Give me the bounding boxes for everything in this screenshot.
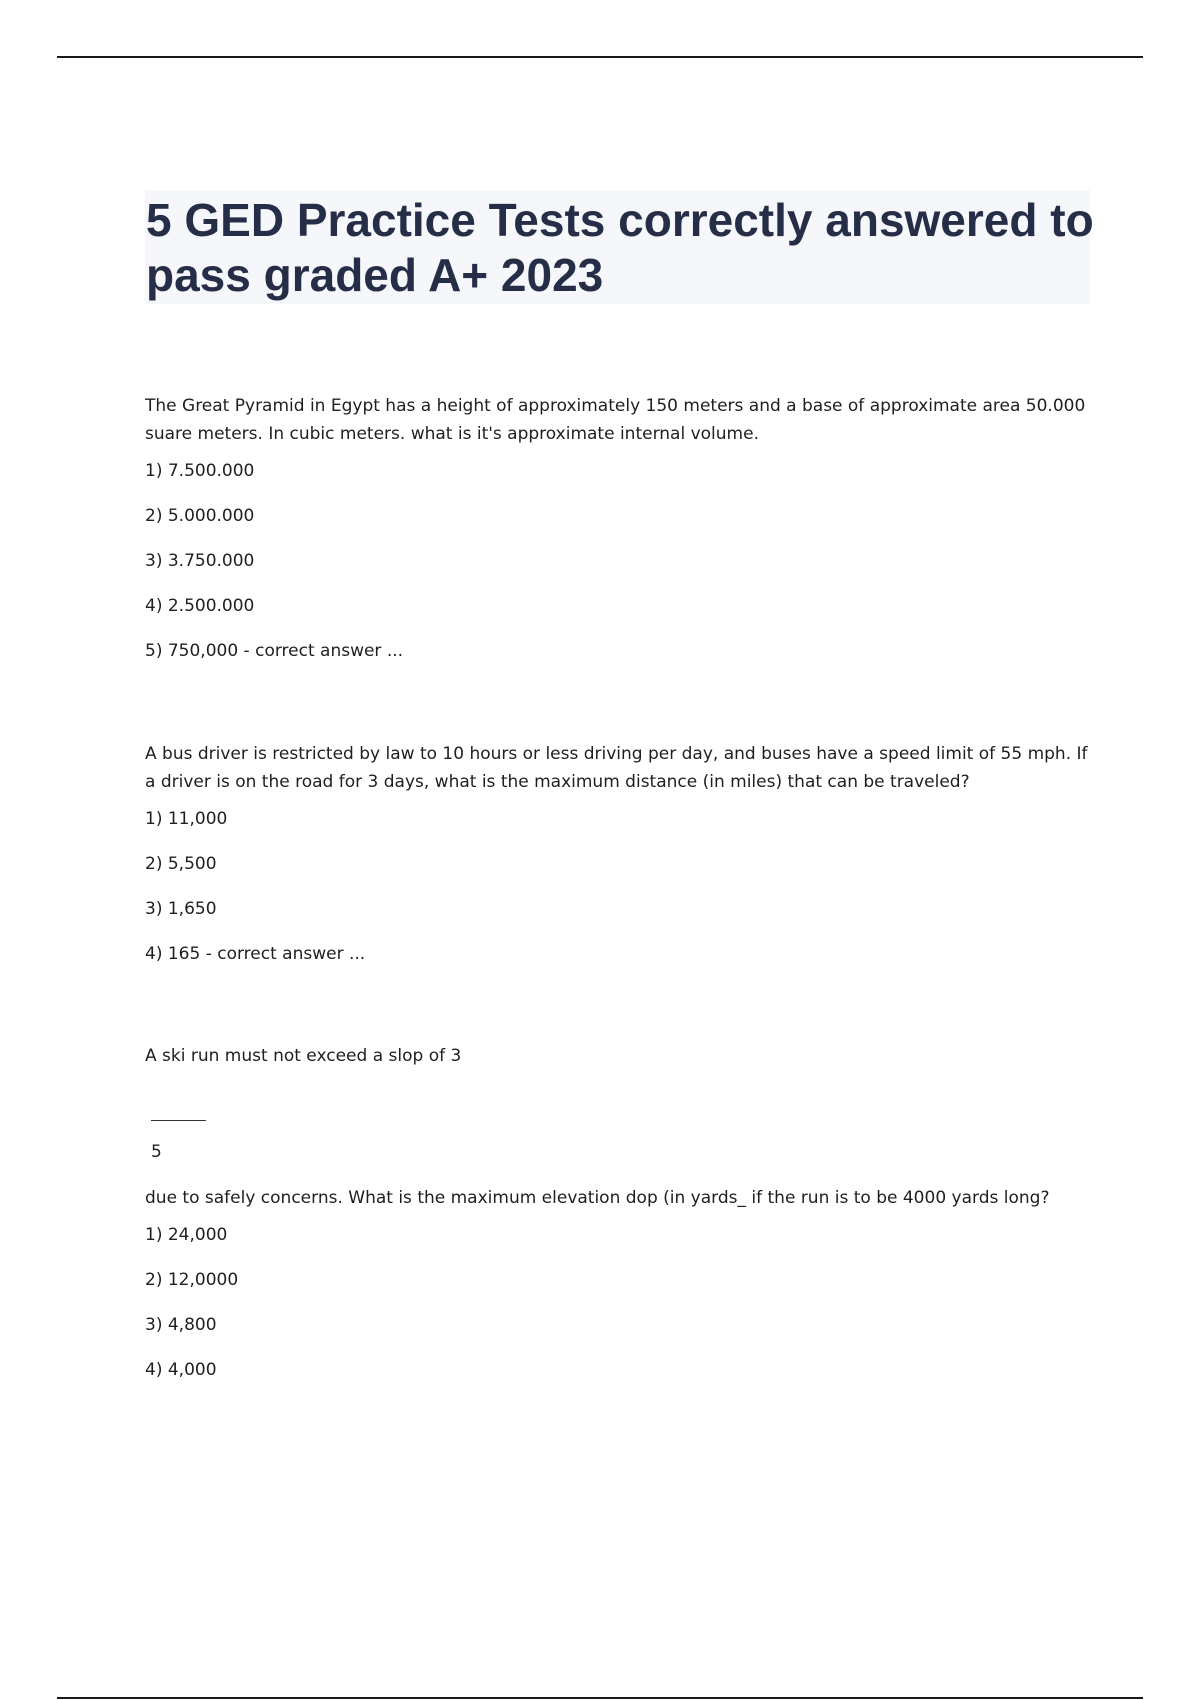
question-block-3 <box>145 1042 1090 1401</box>
question-block-2 <box>145 740 1090 1042</box>
answer-option: 2) 5.000.000 <box>145 506 255 526</box>
answer-option: 3) 4,800 <box>145 1315 217 1335</box>
question-text: A bus driver is restricted by law to 10 hours or less driving per day, and buses have a speed limit of 55 mph. If a driver is on the road for 3 days, what is the maximum distance (in miles) that can be traveled? <box>145 744 1088 792</box>
answer-option: 2) 5,500 <box>145 854 217 874</box>
answer-option: 4) 2.500.000 <box>145 596 255 616</box>
answer-option: 3) 3.750.000 <box>145 551 255 571</box>
fraction-denominator: 5 <box>151 1142 162 1162</box>
question-block-1 <box>145 392 1090 740</box>
answer-option: 2) 12,0000 <box>145 1270 239 1290</box>
answer-option: 1) 7.500.000 <box>145 461 255 481</box>
document-title: 5 GED Practice Tests correctly answered to pass graded A+ 2023 <box>146 194 1094 301</box>
question-text-after-fraction: due to safely concerns. What is the maximum elevation dop (in yards_ if the run is to be 4000 yards long? <box>145 1188 1050 1208</box>
header-rule <box>57 56 1143 58</box>
answer-option: 1) 11,000 <box>145 809 228 829</box>
answer-option: 5) 750,000 - correct answer ... <box>145 641 404 661</box>
answer-option: 1) 24,000 <box>145 1225 228 1245</box>
answer-option: 3) 1,650 <box>145 899 217 919</box>
question-text-before-fraction: A ski run must not exceed a slop of 3 <box>145 1046 462 1066</box>
document-body <box>145 392 1090 1401</box>
fraction-bar <box>151 1120 206 1121</box>
question-text: The Great Pyramid in Egypt has a height of approximately 150 meters and a base of approximate area 50.000 suare meters. In cubic meters. what is it's approximate internal volume. <box>145 396 1086 444</box>
answer-option: 4) 4,000 <box>145 1360 217 1380</box>
footer-rule <box>57 1697 1143 1699</box>
answer-option: 4) 165 - correct answer ... <box>145 944 366 964</box>
